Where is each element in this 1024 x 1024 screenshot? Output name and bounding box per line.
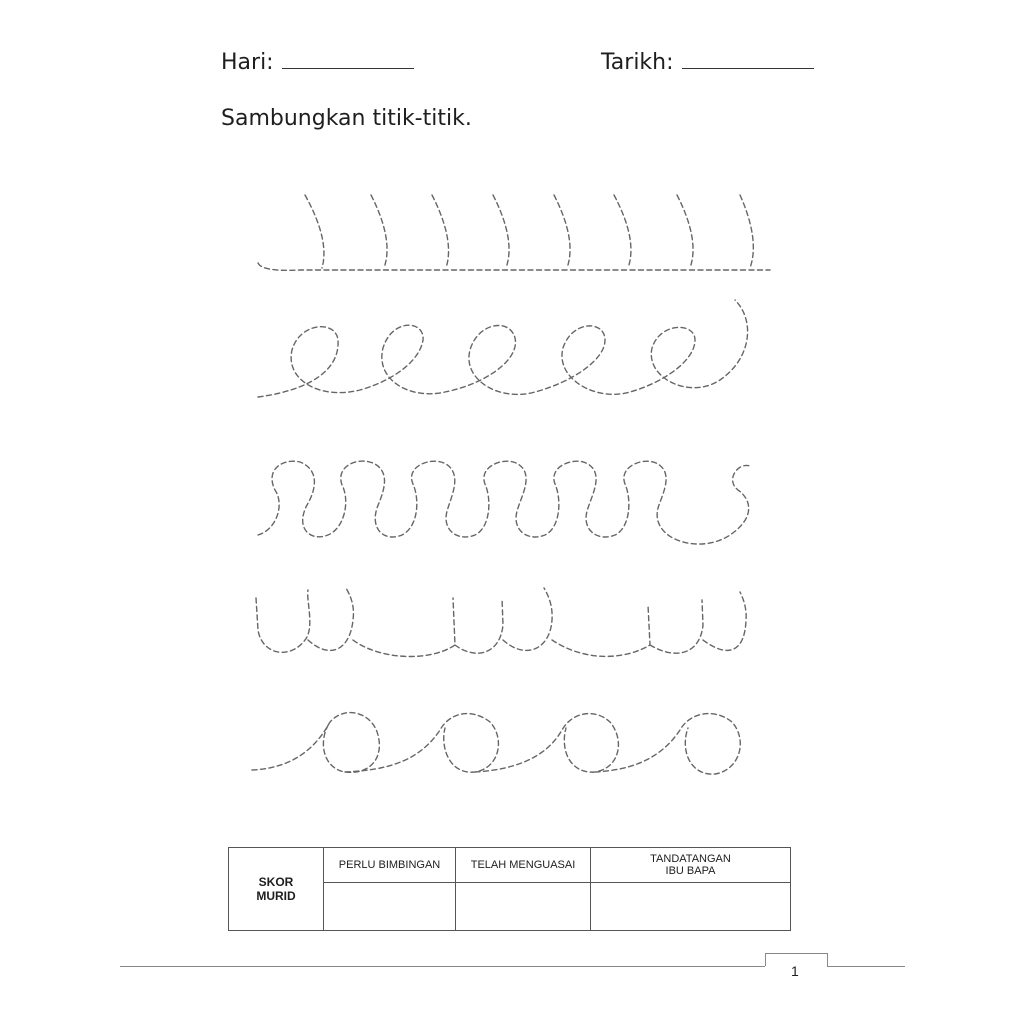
trace-hook-1: [305, 195, 324, 268]
trace-row-loops: [258, 300, 748, 397]
score-label-line2: MURID: [256, 889, 296, 903]
trace-hook-3: [432, 195, 449, 268]
telah-menguasai-cell[interactable]: [456, 883, 591, 931]
footer-tab-left: [765, 953, 766, 966]
trace-hook-8: [740, 195, 753, 268]
score-label-line1: SKOR: [258, 875, 294, 889]
trace-hook-baseline: [258, 263, 770, 270]
score-table: [228, 847, 791, 931]
trace-row-u-shapes: [256, 588, 746, 656]
tarikh-label: Tarikh:: [601, 50, 674, 75]
trace-hook-4: [493, 195, 509, 268]
footer-tab-top: [765, 953, 827, 954]
telah-menguasai-header: TELAH MENGUASAI: [456, 848, 591, 883]
footer-tab-right: [827, 953, 828, 966]
tandatangan-cell[interactable]: [591, 883, 791, 931]
trace-circle-line: [252, 713, 740, 775]
trace-row-circles: [252, 713, 740, 775]
page-number: 1: [791, 963, 799, 979]
perlu-bimbingan-header: PERLU BIMBINGAN: [324, 848, 456, 883]
trace-u-line: [256, 588, 746, 656]
tandatangan-line2: IBU BAPA: [665, 865, 716, 877]
trace-wave-line: [258, 461, 750, 544]
trace-hook-5: [554, 195, 570, 268]
footer-rule-left: [120, 966, 765, 967]
trace-loop-line: [258, 300, 748, 397]
trace-hook-2: [371, 195, 387, 268]
score-row-label: [229, 848, 324, 931]
tandatangan-line1: TANDATANGAN: [650, 853, 731, 865]
tandatangan-header: [591, 848, 791, 883]
instruction-text: Sambungkan titik-titik.: [221, 106, 472, 131]
trace-row-waves: [258, 461, 750, 544]
footer-rule-right: [827, 966, 905, 967]
trace-row-hooks: [258, 195, 770, 270]
hari-label: Hari:: [221, 50, 274, 75]
perlu-bimbingan-cell[interactable]: [324, 883, 456, 931]
trace-hook-7: [677, 195, 693, 268]
trace-hook-6: [614, 195, 631, 268]
